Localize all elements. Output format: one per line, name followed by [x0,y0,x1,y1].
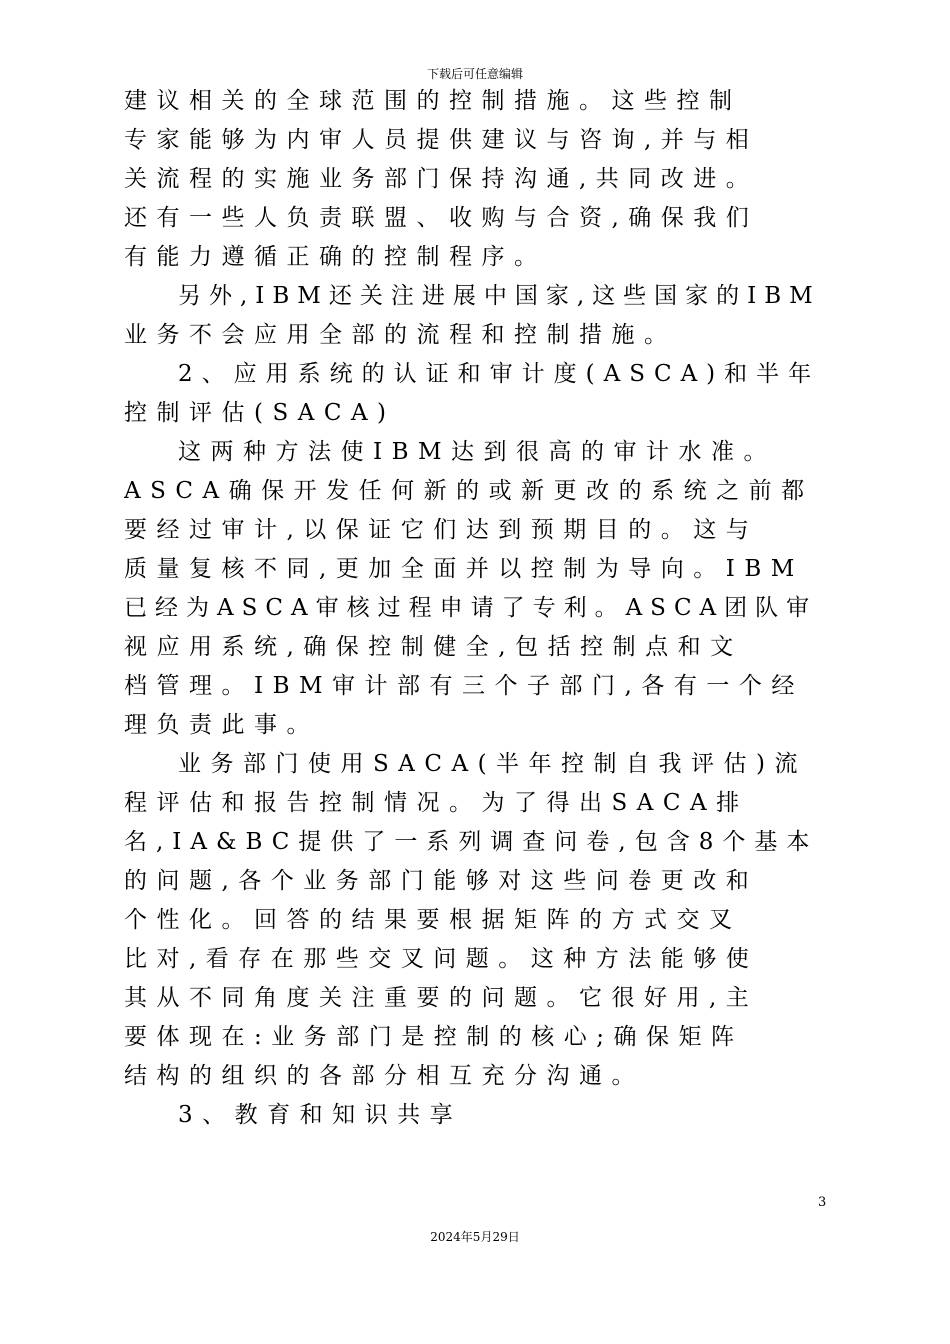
document-body [124,82,828,1135]
text-line: 要体现在:业务部门是控制的核心;确保矩阵 [124,1024,744,1050]
text-line: 关流程的实施业务部门保持沟通,共同改进。 [124,166,759,192]
text-line: 业务不会应用全部的流程和控制措施。 [124,322,677,348]
text-line: 个性化。回答的结果要根据矩阵的方式交叉 [124,907,742,933]
page-footer-date: 2024年5月29日 [430,1230,520,1244]
paragraph-start-line: 这两种方法使IBM达到很高的审计水准。 [178,439,777,465]
text-line: 要经过审计,以保证它们达到预期目的。这与 [124,517,759,543]
text-line: 视应用系统,确保控制健全,包括控制点和文 [124,634,743,660]
section-heading-2-cont: 控制评估(SACA) [124,400,396,426]
text-line: 专家能够为内审人员提供建议与咨询,并与相 [124,127,759,153]
text-line: 建议相关的全球范围的控制措施。这些控制 [124,88,742,114]
section-heading-2: 2、应用系统的认证和审计度(ASCA)和半年 [178,361,821,387]
text-line: 名,IA&BC提供了一系列调查问卷,包含8个基本 [124,829,819,855]
text-line: 还有一些人负责联盟、收购与合资,确保我们 [124,205,759,231]
section-heading-3: 3、教育和知识共享 [178,1102,463,1128]
paragraph-start-line: 另外,IBM还关注进展中国家,这些国家的IBM [178,283,821,309]
text-line: 程评估和报告控制情况。为了得出SACA排 [124,790,749,816]
page-number: 3 [818,1195,827,1210]
page-header: 下载后可任意编辑 [426,67,523,81]
paragraph-start-line: 业务部门使用SACA(半年控制自我评估)流 [178,751,808,777]
text-line: 结构的组织的各部分相互充分沟通。 [124,1063,644,1089]
text-line: 理负责此事。 [124,712,319,738]
text-line: 其从不同角度关注重要的问题。它很好用,主 [124,985,759,1011]
text-line: 比对,看存在那些交叉问题。这种方法能够使 [124,946,759,972]
text-line: 的问题,各个业务部门能够对这些问卷更改和 [124,868,759,894]
text-line: 质量复核不同,更加全面并以控制为导向。IBM [124,556,804,582]
text-line: ASCA确保开发任何新的或新更改的系统之前都 [124,478,814,504]
text-line: 已经为ASCA审核过程申请了专利。ASCA团队审 [124,595,818,621]
text-line: 有能力遵循正确的控制程序。 [124,244,547,270]
text-line: 档管理。IBM审计部有三个子部门,各有一个经 [124,673,804,699]
